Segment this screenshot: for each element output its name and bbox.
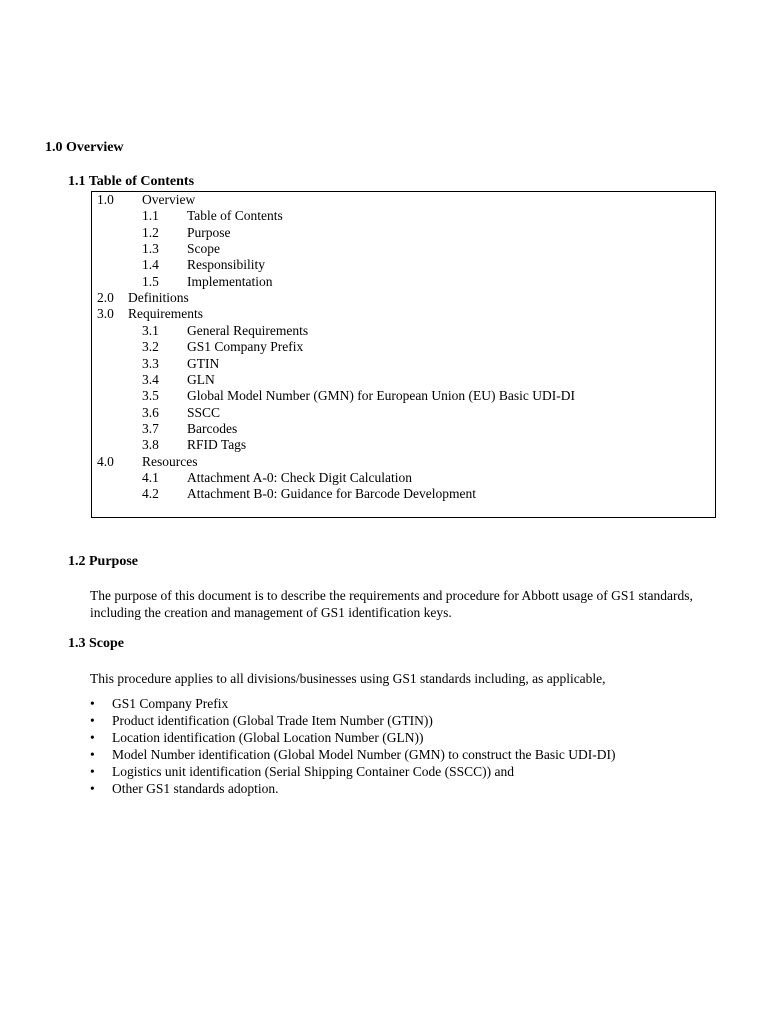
toc-heading: 1.1 Table of Contents bbox=[68, 174, 195, 189]
bullet-icon: • bbox=[90, 696, 95, 711]
toc-entry-number: 3.6 bbox=[142, 404, 159, 420]
toc-entry-title: RFID Tags bbox=[187, 437, 247, 453]
toc-entry-number: 4.1 bbox=[142, 469, 159, 485]
toc-entry-number: 3.1 bbox=[142, 322, 159, 338]
purpose-paragraph: The purpose of this document is to describe the requirements and procedure for Abbott usage of GS1 standards, including the creation and management of GS1 identification keys. bbox=[90, 588, 693, 620]
toc-entry-title: Purpose bbox=[187, 224, 231, 240]
toc-entry-number: 3.4 bbox=[142, 371, 159, 387]
scope-list-item bbox=[90, 695, 616, 712]
scope-bullet-list bbox=[90, 695, 616, 797]
toc-entry-title: General Requirements bbox=[187, 322, 309, 338]
scope-list-item-text: Logistics unit identification (Serial Shipping Container Code (SSCC)) and bbox=[112, 764, 514, 779]
scope-list-item-text: Model Number identification (Global Model Number (GMN) to construct the Basic UDI-DI) bbox=[112, 747, 616, 762]
toc-entry-title: GS1 Company Prefix bbox=[187, 339, 304, 355]
scope-list-item bbox=[90, 763, 616, 780]
scope-list-item-text: Product identification (Global Trade Item Number (GTIN)) bbox=[112, 713, 433, 728]
toc-entry-title: GLN bbox=[187, 371, 215, 387]
scope-list-item bbox=[90, 746, 616, 763]
scope-list-item-text: GS1 Company Prefix bbox=[112, 696, 229, 711]
toc-entry-number: 2.0 bbox=[97, 290, 114, 306]
scope-list-item bbox=[90, 729, 616, 746]
scope-list-item-text: Location identification (Global Location Number (GLN)) bbox=[112, 730, 424, 745]
bullet-icon: • bbox=[90, 781, 95, 796]
toc-entry-title: Barcodes bbox=[187, 420, 238, 436]
toc-entry-number: 3.2 bbox=[142, 339, 159, 355]
purpose-heading: 1.2 Purpose bbox=[68, 554, 138, 569]
toc-entry-title: Attachment B-0: Guidance for Barcode Development bbox=[187, 486, 477, 502]
toc-entry-number: 3.7 bbox=[142, 420, 159, 436]
scope-heading: 1.3 Scope bbox=[68, 636, 124, 651]
scope-list-item bbox=[90, 712, 616, 729]
toc-entry-title: Global Model Number (GMN) for European Union (EU) Basic UDI-DI bbox=[187, 388, 576, 404]
bullet-icon: • bbox=[90, 730, 95, 745]
toc-entry-number: 3.0 bbox=[97, 306, 114, 322]
bullet-icon: • bbox=[90, 764, 95, 779]
toc-entry-number: 3.3 bbox=[142, 355, 159, 371]
toc-entry-number: 1.2 bbox=[142, 224, 159, 240]
toc-entry-number: 4.0 bbox=[97, 453, 114, 469]
bullet-icon: • bbox=[90, 747, 95, 762]
bullet-icon: • bbox=[90, 713, 95, 728]
toc-entry-number: 1.3 bbox=[142, 241, 159, 257]
scope-list-item bbox=[90, 780, 616, 797]
toc-entry-number: 1.4 bbox=[142, 257, 159, 273]
toc-entry-title: Responsibility bbox=[187, 257, 266, 273]
toc-entry-number: 1.0 bbox=[97, 192, 114, 207]
table-of-contents-box bbox=[91, 191, 716, 518]
toc-entry-title: SSCC bbox=[187, 404, 221, 420]
toc-entry-title: Definitions bbox=[128, 290, 189, 306]
toc-entry-title: Attachment A-0: Check Digit Calculation bbox=[187, 469, 412, 485]
toc-entry-number: 1.5 bbox=[142, 273, 159, 289]
overview-heading: 1.0 Overview bbox=[45, 140, 124, 155]
toc-entry-title: GTIN bbox=[187, 355, 220, 371]
toc-entry-number: 3.8 bbox=[142, 437, 159, 453]
toc-entry-title: Resources bbox=[142, 453, 198, 469]
toc-entry-title: Implementation bbox=[187, 273, 273, 289]
toc-entry-title: Scope bbox=[187, 241, 220, 257]
toc-entry-title: Overview bbox=[142, 192, 196, 207]
toc-entry-number: 3.5 bbox=[142, 388, 159, 404]
scope-intro: This procedure applies to all divisions/businesses using GS1 standards including, as applicable, bbox=[90, 671, 606, 686]
toc-entry-number: 1.1 bbox=[142, 208, 159, 224]
scope-list-item-text: Other GS1 standards adoption. bbox=[112, 781, 279, 796]
toc-entry-title: Requirements bbox=[128, 306, 203, 322]
toc-entry-title: Table of Contents bbox=[187, 208, 283, 224]
toc-entry-number: 4.2 bbox=[142, 486, 159, 502]
